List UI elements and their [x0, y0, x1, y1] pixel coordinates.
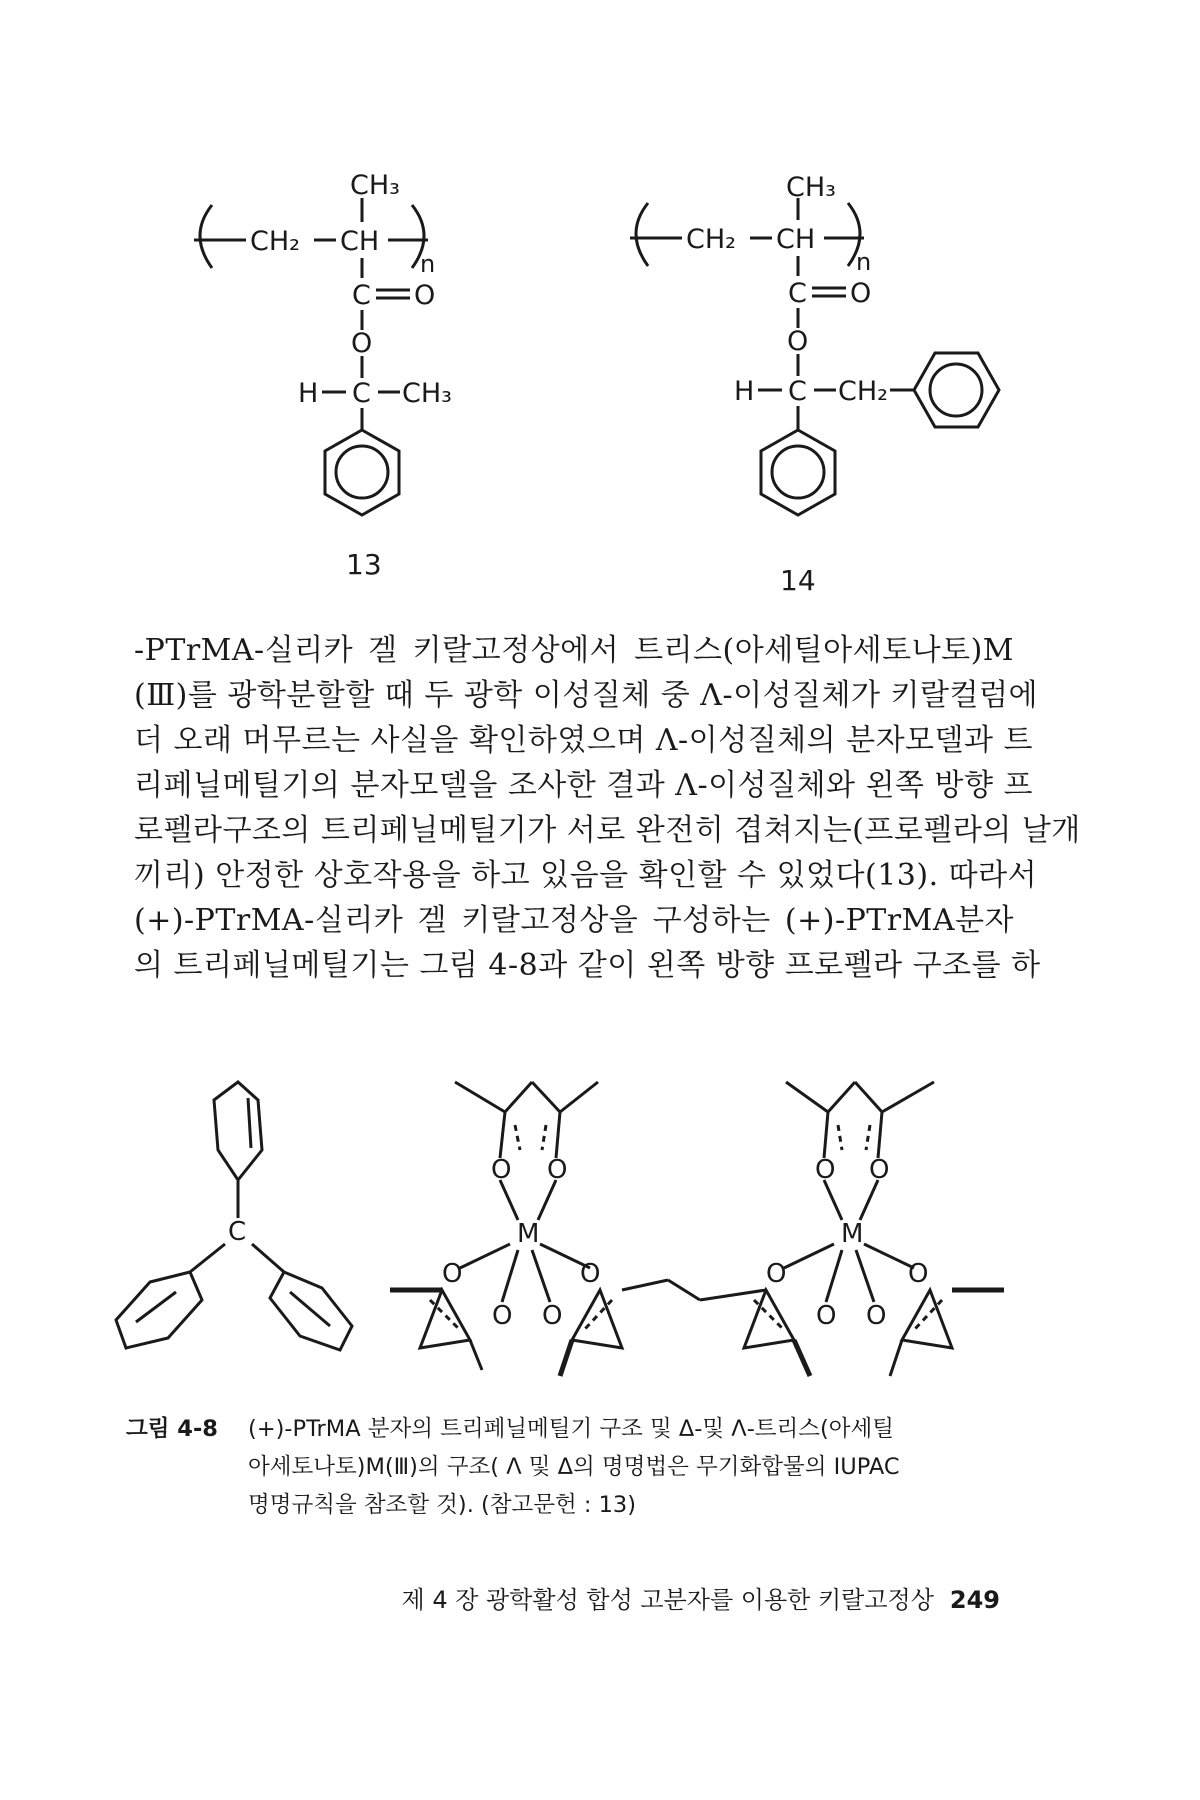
oxygen-right-6: O: [866, 1301, 887, 1331]
chiral-c-14: C: [788, 376, 807, 407]
oxygen-left-6: O: [542, 1301, 563, 1331]
ch2-side-14: CH₂: [838, 376, 888, 407]
caption-line-2: 아세토나토)M(Ⅲ)의 구조( Λ 및 Δ의 명명법은 무기화합물의 IUPAC: [248, 1454, 900, 1480]
oxygen-left-5: O: [492, 1301, 513, 1331]
oxygen-right-5: O: [816, 1301, 837, 1331]
compound-number-13: 13: [346, 548, 382, 581]
metal-left: M: [517, 1219, 540, 1249]
body-line-6: 끼리) 안정한 상호작용을 하고 있음을 확인할 수 있었다(13). 따라서: [134, 858, 1038, 893]
repeat-n-13: n: [420, 250, 436, 278]
oxygen-left-3: O: [442, 1259, 463, 1289]
caption-line-1: (+)-PTrMA 분자의 트리페닐메틸기 구조 및 Δ-및 Λ-트리스(아세틸: [248, 1416, 895, 1442]
h-14: H: [734, 376, 755, 407]
ch3-side-13: CH₃: [402, 378, 452, 409]
caption-label: 그림 4-8: [126, 1416, 218, 1442]
h-13: H: [298, 378, 319, 409]
page-number: 249: [949, 1586, 1000, 1614]
complex-left: [390, 1082, 668, 1376]
oxygen-right-3: O: [766, 1259, 787, 1289]
ch3-top-13: CH₃: [350, 170, 400, 201]
body-line-3: 더 오래 머무르는 사실을 확인하였으며 Λ-이성질체의 분자모델과 트: [134, 723, 1034, 758]
carbonyl-c-14: C: [788, 278, 807, 309]
ester-o-14: O: [787, 326, 809, 357]
oxygen-left-1: O: [491, 1155, 512, 1185]
carbonyl-o-14: O: [850, 278, 872, 309]
trityl-propeller: [116, 1082, 352, 1350]
repeat-n-14: n: [856, 248, 872, 276]
body-line-1: -PTrMA-실리카 겔 키랄고정상에서 트리스(아세틸아세토나토)M: [134, 633, 1014, 668]
caption-line-3: 명명규칙을 참조할 것). (참고문헌 : 13): [248, 1492, 637, 1518]
oxygen-left-4: O: [580, 1259, 601, 1289]
oxygen-right-1: O: [815, 1155, 836, 1185]
oxygen-left-2: O: [547, 1155, 568, 1185]
ch2-13: CH₂: [250, 226, 300, 257]
chapter-title: 제 4 장 광학활성 합성 고분자를 이용한 키랄고정상: [401, 1586, 934, 1614]
carbonyl-o-13: O: [414, 280, 436, 311]
complex-right: [668, 1082, 1004, 1376]
metal-right: M: [841, 1219, 864, 1249]
compound-number-14: 14: [780, 564, 816, 597]
ch2-14: CH₂: [686, 224, 736, 255]
chiral-c-13: C: [352, 378, 371, 409]
body-line-4: 리페닐메틸기의 분자모델을 조사한 결과 Λ-이성질체와 왼쪽 방향 프: [134, 768, 1034, 803]
body-line-8: 의 트리페닐메틸기는 그림 4-8과 같이 왼쪽 방향 프로펠라 구조를 하: [134, 948, 1041, 983]
trityl-center-c: C: [228, 1217, 247, 1247]
carbonyl-c-13: C: [352, 280, 371, 311]
body-line-5: 로펠라구조의 트리페닐메틸기가 서로 완전히 겹쳐지는(프로펠라의 날개: [134, 813, 1081, 848]
body-line-7: (+)-PTrMA-실리카 겔 키랄고정상을 구성하는 (+)-PTrMA분자: [134, 903, 1014, 938]
ch-14: CH: [776, 224, 816, 255]
ch-13: CH: [340, 226, 380, 257]
running-footer: [320, 1580, 1000, 1615]
body-line-2: (Ⅲ)를 광학분할할 때 두 광학 이성질체 중 Λ-이성질체가 키랄컬럼에: [134, 678, 1038, 713]
oxygen-right-2: O: [869, 1155, 890, 1185]
phenyl-left: [116, 1272, 202, 1348]
oxygen-right-4: O: [908, 1259, 929, 1289]
ch3-top-14: CH₃: [786, 172, 836, 203]
phenyl-top: [214, 1082, 262, 1180]
ester-o-13: O: [351, 328, 373, 359]
